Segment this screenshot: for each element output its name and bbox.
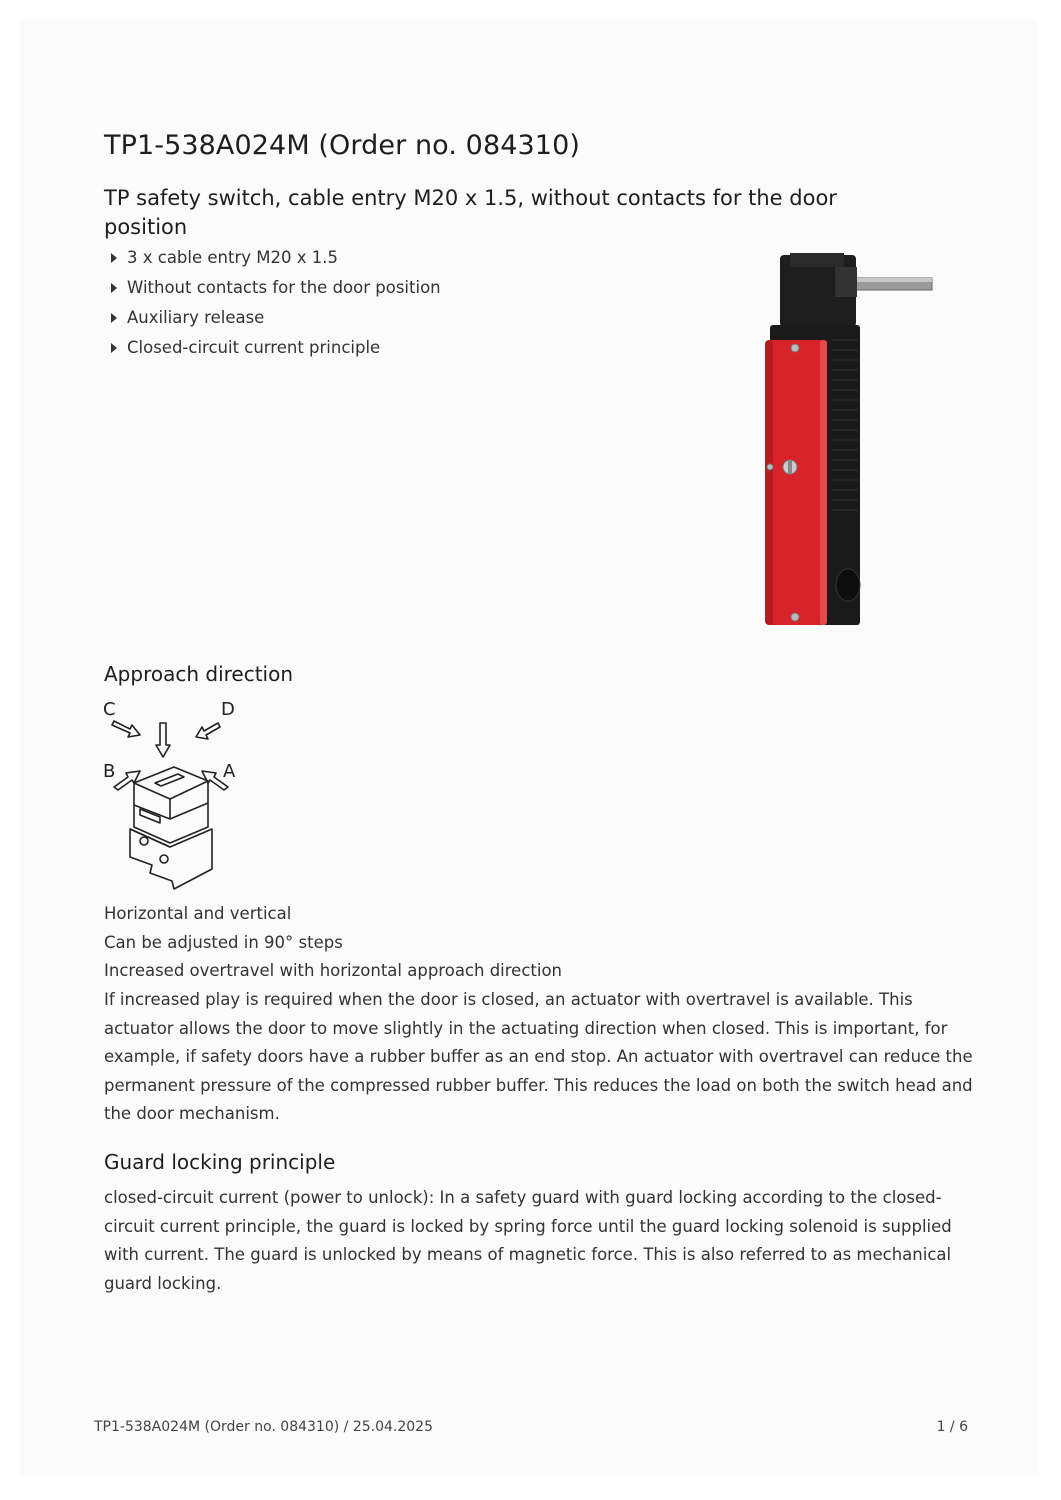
- footer-document-info: TP1-538A024M (Order no. 084310) / 25.04.2025: [94, 1419, 433, 1435]
- approach-line: Increased overtravel with horizontal approach direction: [104, 961, 563, 981]
- approach-direction-heading: Approach direction: [104, 662, 294, 686]
- feature-list: [104, 243, 441, 363]
- guard-locking-heading: Guard locking principle: [104, 1150, 336, 1174]
- list-item: 3 x cable entry M20 x 1.5: [104, 243, 441, 273]
- page-number: 1 / 6: [936, 1419, 968, 1435]
- safety-switch-product-image: [740, 245, 950, 630]
- approach-line: Horizontal and vertical: [104, 904, 292, 923]
- label-b: B: [103, 761, 116, 782]
- label-c: C: [103, 699, 116, 720]
- approach-line: Can be adjusted in 90° steps: [104, 932, 343, 952]
- bullet-triangle-icon: [111, 343, 117, 353]
- page-title: TP1-538A024M (Order no. 084310): [104, 130, 580, 161]
- label-a: A: [223, 761, 236, 782]
- list-item: Closed-circuit current principle: [104, 333, 441, 363]
- approach-paragraph: If increased play is required when the door is closed, an actuator with overtravel is available. This actuator allows the door to move slightly in the actuating direction when closed. This is important, for example, if safety doors have a rubber buffer as an end stop. An actuator with overtravel can reduce the permanent pressure of the compressed rubber buffer. This reduces the load on both the switch head and the door mechanism.: [104, 990, 973, 1124]
- label-d: D: [221, 699, 235, 720]
- guard-locking-paragraph: closed-circuit current (power to unlock): In a safety guard with guard locking according to the closed-circuit current principle, the guard is locked by spring force until the guard locking solenoid is supplied with current. The guard is unlocked by means of magnetic force. This is also referred to as mechanical guard locking.: [104, 1188, 952, 1293]
- approach-details: [104, 900, 562, 986]
- bullet-triangle-icon: [111, 253, 117, 263]
- bullet-triangle-icon: [111, 283, 117, 293]
- list-item: Auxiliary release: [104, 303, 441, 333]
- bullet-triangle-icon: [111, 313, 117, 323]
- list-item: Without contacts for the door position: [104, 273, 441, 303]
- approach-direction-diagram: [100, 695, 245, 895]
- page-subtitle: TP safety switch, cable entry M20 x 1.5, without contacts for the door position: [104, 186, 837, 239]
